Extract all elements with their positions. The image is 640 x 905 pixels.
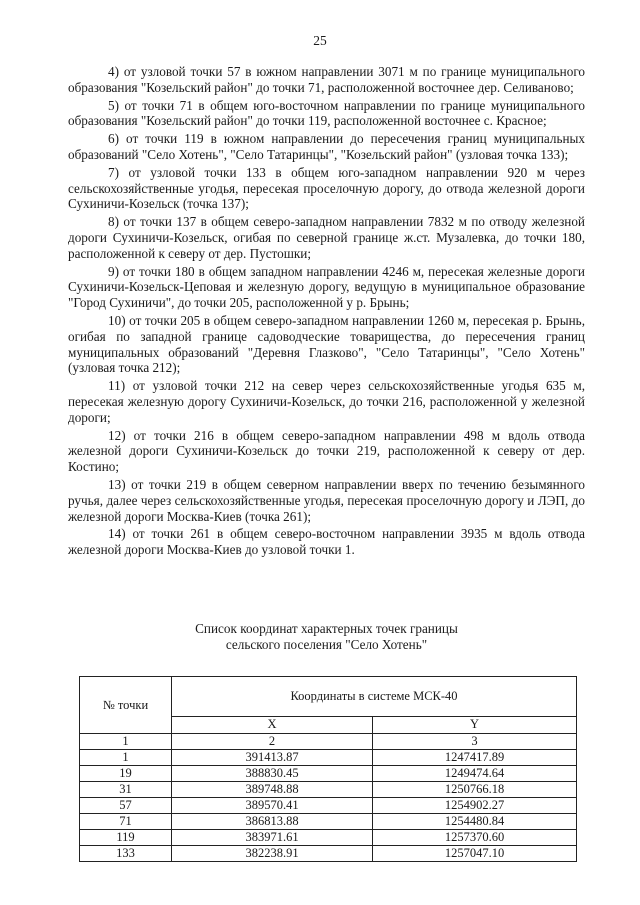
coordinates-caption [68,621,585,653]
table-row [80,750,577,766]
paragraph-6: 6) от точки 119 в южном направлении до пересечения границ муниципальных образований "Село Хотень", "Село Татаринцы", "Козельский район" (узловая точка 133); [68,131,585,162]
page-number: 25 [313,33,327,48]
paragraph-9: 9) от точки 180 в общем западном направлении 4246 м, пересекая железные дороги Сухиничи-Козельск-Цеповая и железную дорогу, ведущую в муниципальное образование "Город Сухиничи", до точки 205, расположенной у р. Брынь; [68,263,585,311]
paragraph-13: 13) от точки 219 в общем северном направлении вверх по течению безымянного ручья, далее через сельскохозяйственные угодья, пересекая проселочную дорогу и ЛЭП, до железной дороги Москва-Киев (точка 261); [68,476,585,524]
coord-y: 1257370.60 [373,830,577,846]
paragraph-10: 10) от точки 205 в общем северо-западном направлении 1260 м, пересекая р. Брынь, огибая по западной границе садоводческие товарищества, до пересечения границ муниципальных образований "Деревня Глазково", "Село Татаринцы", "Село Хотень" (узловая точка 212); [68,312,585,376]
coord-x: 391413.87 [172,750,373,766]
coord-y: 1257047.10 [373,846,577,862]
coord-y: 1249474.64 [373,766,577,782]
caption-line-1: Список координат характерных точек границы [195,621,458,636]
point-number: 19 [80,766,172,782]
caption-line-2: сельского поселения "Село Хотень" [225,637,428,652]
paragraph-14: 14) от точки 261 в общем северо-восточном направлении 3935 м вдоль отвода железной дороги Москва-Киев до узловой точки 1. [68,526,585,558]
point-number: 133 [80,846,172,862]
table-row [80,782,577,798]
coord-y: 1247417.89 [373,750,577,766]
table-row [80,846,577,862]
column-index-3: 3 [373,734,577,750]
paragraph-5: 5) от точки 71 в общем юго-восточном направлении по границе муниципального образования "Козельский район" до точки 119, расположенной восточнее с. Красное; [68,97,585,129]
paragraph-8: 8) от точки 137 в общем северо-западном направлении 7832 м по отводу железной дороги Сухиничи-Козельск, огибая по северной границе ж.ст. Музалевка, до точки 180, расположенной к северу от дер. Пустошки; [68,214,585,261]
boundary-description [68,64,585,560]
column-index-1: 1 [80,734,172,750]
column-index-2: 2 [172,734,373,750]
column-index-row [80,734,577,750]
coord-y: 1250766.18 [373,782,577,798]
table-row [80,798,577,814]
coord-x: 389570.41 [172,798,373,814]
header-y: Y [373,716,577,733]
coord-x: 382238.91 [172,846,373,862]
header-coordinate-system: Координаты в системе МСК-40 [172,677,577,717]
coord-x: 389748.88 [172,782,373,798]
header-x: X [172,716,373,733]
table-row [80,814,577,830]
point-number: 71 [80,814,172,830]
point-number: 31 [80,782,172,798]
coord-x: 386813.88 [172,814,373,830]
paragraph-12: 12) от точки 216 в общем северо-западном направлении 498 м вдоль отвода железной дороги Сухиничи-Козельск до точки 219, расположенной к северу от дер. Костино; [68,427,585,475]
table-row [80,766,577,782]
point-number: 57 [80,798,172,814]
paragraph-4: 4) от узловой точки 57 в южном направлении 3071 м по границе муниципального образования "Козельский район" до точки 71, расположенной восточнее дер. Селиваново; [68,64,585,95]
paragraph-7: 7) от узловой точки 133 в общем юго-западном направлении 920 м через сельскохозяйственные угодья, пересекая проселочную дорогу, до отвода железной дороги Сухиничи-Козельск (точка 137); [68,164,585,212]
point-number: 1 [80,750,172,766]
coord-y: 1254480.84 [373,814,577,830]
header-point-number: № точки [80,677,172,734]
coordinates-table [79,676,577,862]
coord-y: 1254902.27 [373,798,577,814]
coord-x: 383971.61 [172,830,373,846]
point-number: 119 [80,830,172,846]
table-row [80,830,577,846]
paragraph-11: 11) от узловой точки 212 на север через сельскохозяйственные угодья 635 м, пересекая железную дорогу Сухиничи-Козельск, до точки 216, расположенной у железной дороги; [68,378,585,425]
coord-x: 388830.45 [172,766,373,782]
